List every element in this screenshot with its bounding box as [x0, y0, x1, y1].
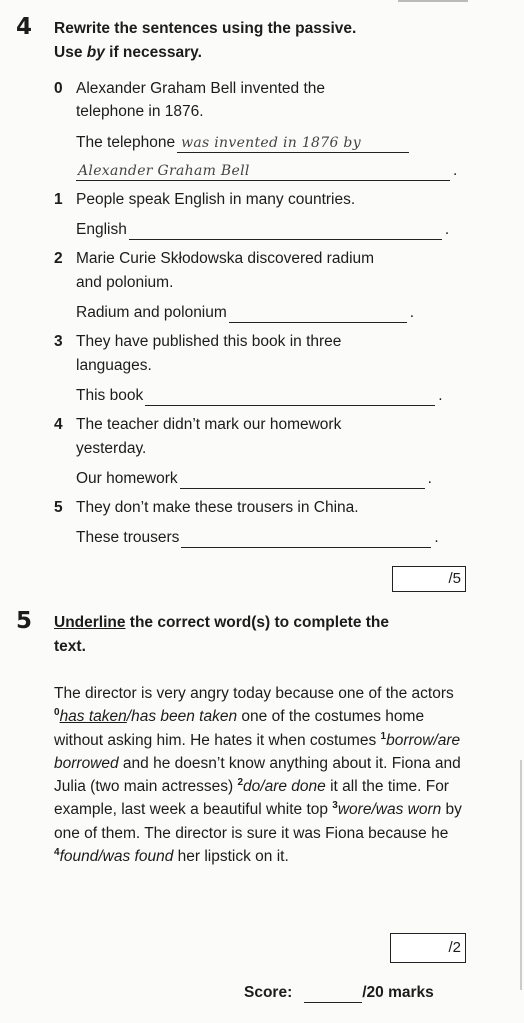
- gap-number: 2: [237, 777, 244, 789]
- exercise-4-mark-box: /5: [392, 566, 466, 592]
- item-number: 2: [54, 250, 63, 267]
- item-number: 3: [54, 333, 63, 350]
- period: .: [438, 387, 443, 404]
- item-sentence: They have published this book in three: [76, 333, 342, 350]
- exercise-5-text: [54, 682, 474, 868]
- item-sentence: The teacher didn’t mark our homework: [76, 416, 342, 433]
- exercise-5-mark-box: /2: [390, 933, 466, 963]
- answer-line: [76, 162, 450, 181]
- option[interactable]: borrow/are borrowed: [54, 731, 461, 772]
- answer-stem: Radium and polonium: [76, 304, 227, 321]
- item-sentence: People speak English in many countries.: [76, 191, 356, 208]
- answer-line: [180, 470, 425, 489]
- text-segment: and he doesn’t know anything about it. Fiona and Julia (two main actresses): [54, 754, 461, 796]
- answer-row: [76, 529, 439, 548]
- answer-stem: The telephone: [76, 134, 176, 151]
- answer-stem: These trousers: [76, 529, 180, 546]
- score-label: Score:: [244, 984, 293, 1001]
- answer-row: [76, 304, 414, 323]
- option[interactable]: wore/was worn: [337, 801, 442, 819]
- text-segment: by one of them. The director is sure it was Fiona because he: [54, 801, 462, 842]
- item-sentence: and polonium.: [76, 274, 174, 291]
- text-segment: one of the costumes home without asking him. He hates it when costumes: [54, 708, 425, 749]
- item-sentence: They don’t make these trousers in China.: [76, 499, 359, 516]
- option[interactable]: do/are done: [243, 778, 326, 796]
- item-number: 4: [54, 416, 63, 433]
- handwritten-answer: Alexander Graham Bell: [78, 163, 250, 179]
- answer-line: [177, 134, 409, 153]
- instruction-underline-word: Underline: [54, 614, 126, 631]
- top-rule: [398, 0, 468, 2]
- text-segment: The director is very angry today because one of the actors: [54, 685, 454, 702]
- instruction-text: Use: [54, 44, 87, 61]
- page-edge: [520, 760, 522, 990]
- item-sentence: telephone in 1876.: [76, 103, 204, 120]
- option[interactable]: found/was found: [59, 848, 174, 866]
- item-sentence: Marie Curie Skłodowska discovered radium: [76, 250, 375, 267]
- period: .: [409, 304, 415, 321]
- answer-row: [76, 470, 432, 489]
- instruction-text: the correct word(s) to complete the: [125, 614, 390, 631]
- exercise-5-instruction-line1: [54, 614, 389, 632]
- exercise-5-instruction-line2: text.: [54, 638, 86, 655]
- answer-line: [145, 387, 435, 406]
- option-underlined[interactable]: has taken: [59, 708, 127, 726]
- answer-stem: Our homework: [76, 470, 178, 487]
- period: .: [444, 221, 450, 238]
- handwritten-answer: was invented in 1876 by: [181, 135, 361, 151]
- answer-row: [76, 387, 443, 406]
- answer-line: [129, 221, 442, 240]
- gap-number: 1: [380, 730, 387, 742]
- exercise-4-instruction-line1: Rewrite the sentences using the passive.: [54, 20, 357, 37]
- exercise-5-number: 5: [16, 608, 33, 634]
- answer-row: [76, 162, 457, 181]
- answer-stem: English: [76, 221, 127, 238]
- item-sentence: languages.: [76, 357, 152, 374]
- instruction-text: if necessary.: [104, 44, 202, 61]
- answer-row: [76, 221, 449, 240]
- text-segment: her lipstick on it.: [173, 848, 289, 866]
- score-row: [244, 984, 434, 1003]
- item-number: 0: [54, 80, 63, 97]
- option[interactable]: has been taken: [131, 708, 238, 726]
- answer-row: [76, 134, 409, 153]
- item-number: 5: [54, 499, 63, 516]
- gap-number: 3: [332, 800, 338, 812]
- period: .: [427, 470, 432, 487]
- period: .: [434, 529, 439, 546]
- option-slash: /: [126, 708, 132, 726]
- item-sentence: Alexander Graham Bell invented the: [76, 80, 326, 97]
- exercise-4-instruction-line2: [54, 44, 202, 62]
- answer-line: [229, 304, 407, 323]
- answer-line: [181, 529, 431, 548]
- score-line: [304, 984, 362, 1003]
- score-total: /20 marks: [362, 984, 434, 1001]
- text-segment: it all the time. For example, last week a beautiful white top: [54, 778, 449, 819]
- exercise-4-number: 4: [16, 14, 33, 40]
- gap-number: 4: [54, 846, 60, 858]
- gap-number: 0: [54, 707, 60, 719]
- item-sentence: yesterday.: [76, 440, 147, 457]
- answer-stem: This book: [76, 387, 144, 404]
- item-number: 1: [54, 191, 63, 208]
- period: .: [453, 162, 458, 179]
- instruction-by: by: [86, 44, 105, 61]
